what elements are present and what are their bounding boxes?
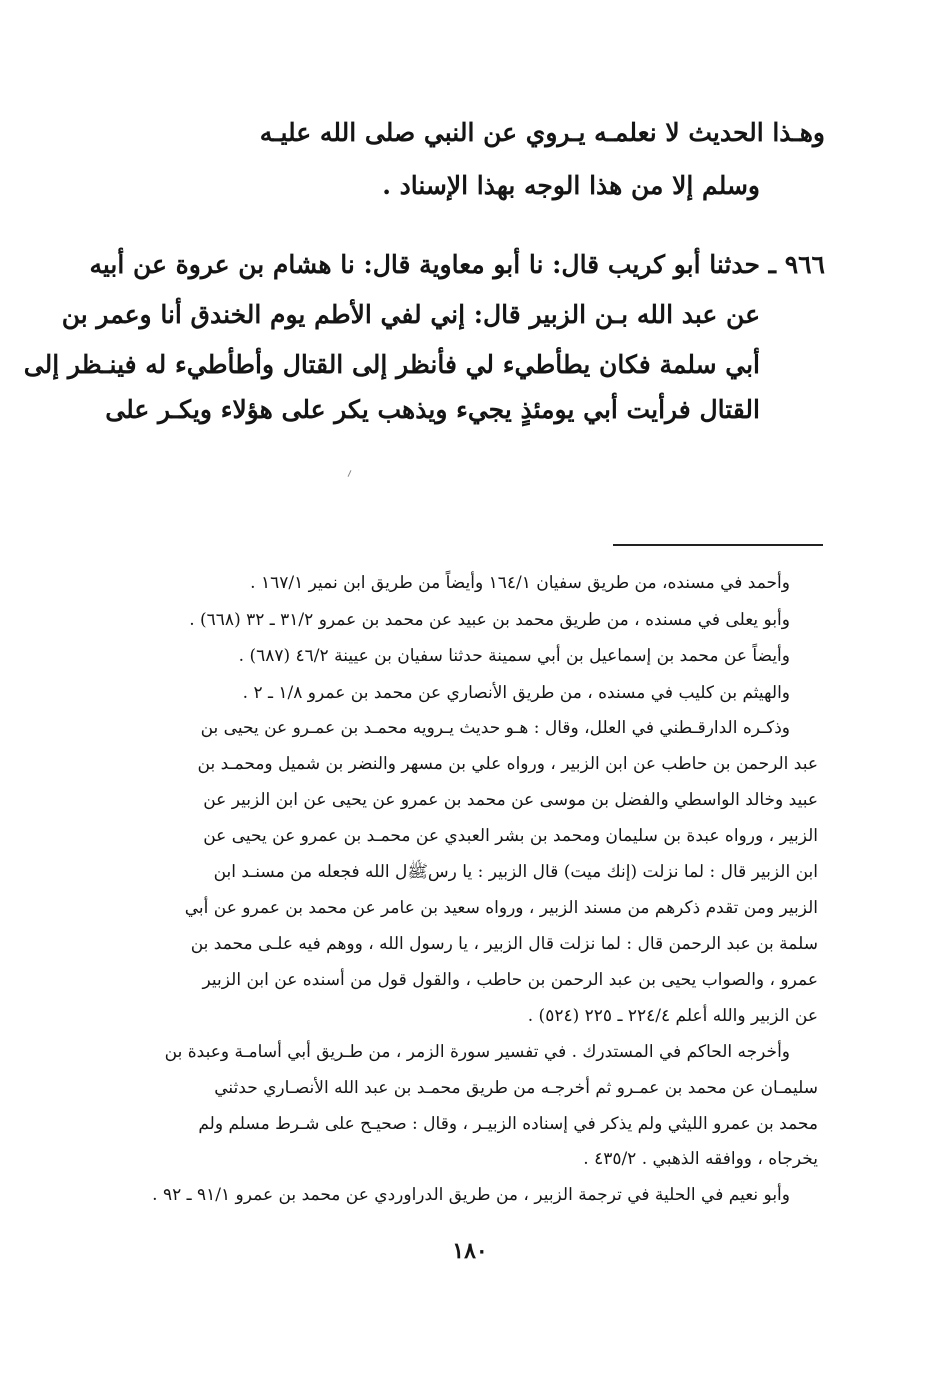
footnote-line: وأيضاً عن محمد بن إسماعيل بن أبي سمينة حدثنا سفيان بن عيينة ٤٦/٢ (٦٨٧) . xyxy=(238,646,790,666)
footnote-line: وأبو يعلى في مسنده ، من طريق محمد بن عبيد عن محمد بن عمرو ٣١/٢ ـ ٣٢ (٦٦٨) . xyxy=(189,610,790,630)
footnote-line: الزبير ومن تقدم ذكرهم من مسند الزبير ، ورواه سعيد بن عامر عن محمد بن عمرو عن أبي xyxy=(184,898,818,918)
footnote-line: والهيثم بن كليب في مسنده ، من طريق الأنصاري عن محمد بن عمرو ١/٨ ـ ٢ . xyxy=(242,683,790,703)
footnote-line: عبيد وخالد الواسطي والفضل بن موسى عن محمد بن عمرو عن يحيى عن ابن الزبير عن xyxy=(203,790,818,810)
page-number: ١٨٠ xyxy=(452,1238,488,1264)
footnote-line: وأخرجه الحاكم في المستدرك . في تفسير سورة الزمر ، من طـريق أبي أسامـة وعبدة بن xyxy=(164,1042,790,1062)
hadith-966-first-line: ٩٦٦ ـ حدثنا أبو كريب قال: نا أبو معاوية قال: نا هشام بن عروة عن أبيه xyxy=(89,250,825,279)
footnote-line: ابن الزبير قال : لما نزلت (إنك ميت) قال الزبير : يا رسﷺل الله فجعله من مسنـد ابن xyxy=(213,862,818,882)
main-line: وسلم إلا من هذا الوجه بهذا الإسناد . xyxy=(382,171,760,200)
footnote-line: يخرجاه ، ووافقه الذهبي . ٤٣٥/٢ . xyxy=(583,1149,818,1169)
main-line: عن عبد الله بـن الزبير قال: إني لفي الأطم يوم الخندق أنا وعمر بن xyxy=(61,300,760,329)
main-line: وهـذا الحديث لا نعلمـه يـروي عن النبي صلى الله عليـه xyxy=(259,118,825,147)
footnote-line: عمرو ، والصواب يحيى بن عبد الرحمن بن حاطب ، والقول قول من أسنده عن ابن الزبير xyxy=(202,970,818,990)
main-line: أبي سلمة فكان يطأطيء لي فأنظر إلى القتال وأطأطيء له فينـظر إلى xyxy=(23,350,760,379)
footnote-line: سلمة بن عبد الرحمن قال : لما نزلت قال الزبير ، يا رسول الله ، ووهم فيه علـى محمد بن xyxy=(190,934,818,954)
footnote-line: وأحمد في مسنده، من طريق سفيان ١٦٤/١ وأيضاً من طريق ابن نمير ١٦٧/١ . xyxy=(250,573,790,593)
footnote-line: سليمـان عن محمد بن عمـرو ثم أخرجـه من طريق محمـد بن عبد الله الأنصـاري حدثني xyxy=(214,1078,818,1098)
footnote-line: الزبير ، ورواه عبدة بن سليمان ومحمد بن بشر العبدي عن محمـد بن عمرو عن يحيى عن xyxy=(203,826,818,846)
footnote-line: عن الزبير والله أعلم ٢٢٤/٤ ـ ٢٢٥ (٥٢٤) . xyxy=(527,1006,818,1026)
scan-speck xyxy=(348,470,352,477)
footnote-line: وذكـره الدارقـطني في العلل، وقال : هـو حديث يـرويه محمـد بن عمـرو عن يحيى بن xyxy=(200,718,790,738)
footnote-line: وأبو نعيم في الحلية في ترجمة الزبير ، من طريق الدراوردي عن محمد بن عمرو ٩١/١ ـ ٩٢ . xyxy=(152,1185,790,1205)
footnote-separator xyxy=(613,544,823,546)
main-line: القتال فرأيت أبي يومئذٍ يجيء ويذهب يكر على هؤلاء ويكـر على xyxy=(105,395,760,424)
footnote-line: محمد بن عمرو الليثي ولم يذكر في إسناده الزبيـر ، وقال : صحيـح على شـرط مسلم ولم xyxy=(198,1114,818,1134)
footnote-line: عبد الرحمن بن حاطب عن ابن الزبير ، ورواه علي بن مسهر والنضر بن شميل ومحمـد بن xyxy=(197,754,818,774)
